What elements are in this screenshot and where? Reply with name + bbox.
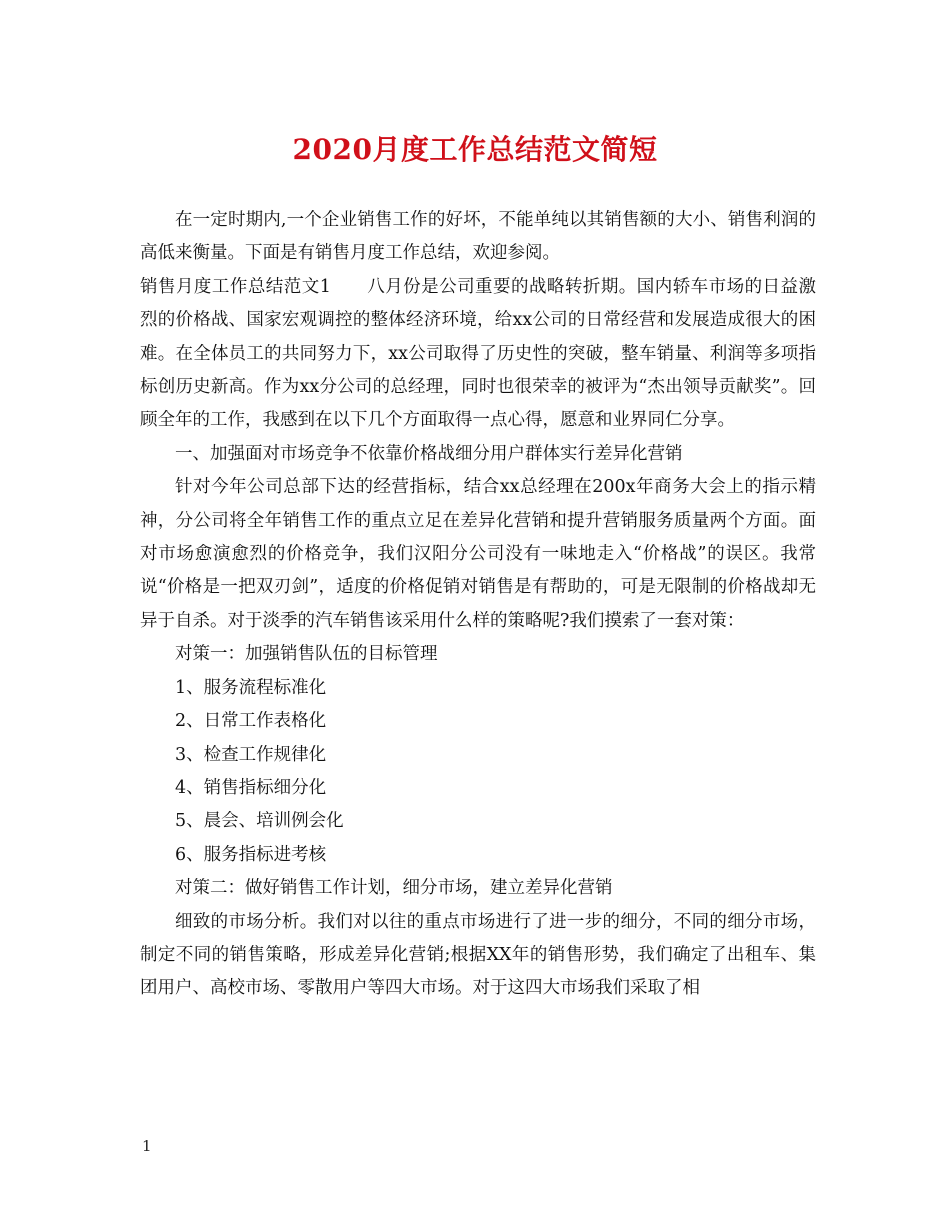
strategy-heading-1: 对策一：加强销售队伍的目标管理 bbox=[175, 644, 438, 665]
list-item: 5、晨会、培训例会化 bbox=[175, 811, 344, 832]
section-heading-1: 一、加强面对市场竞争不依靠价格战细分用户群体实行差异化营销 bbox=[175, 443, 683, 464]
section-intro-paragraph: 销售月度工作总结范文1 八月份是公司重要的战略转折期。国内轿车市场的日益激烈的价格战、国家宏观调控的整体经济环境，给xx公司的日常经营和发展造成很大的困难。在全体员工的共同努力下，xx公司取得了历史性的突破，整车销量、利润等多项指标创历史新高。作为xx分公司的总经理，同时也很荣幸的被评为“杰出领导贡献奖”。回顾全年的工作，我感到在以下几个方面取得一点心得，愿意和业界同仁分享。 bbox=[140, 276, 816, 431]
list-item: 4、销售指标细分化 bbox=[175, 777, 327, 798]
document-body bbox=[140, 204, 816, 1006]
list-item: 3、检查工作规律化 bbox=[175, 744, 327, 765]
body-paragraph: 针对今年公司总部下达的经营指标，结合xx总经理在200x年商务大会上的指示精神，分公司将全年销售工作的重点立足在差异化营销和提升营销服务质量两个方面。面对市场愈演愈烈的价格竞争，我们汉阳分公司没有一味地走入“价格战”的误区。我常说“价格是一把双刃剑”，适度的价格促销对销售是有帮助的，可是无限制的价格战却无异于自杀。对于淡季的汽车销售该采用什么样的策略呢?我们摸索了一套对策： bbox=[140, 477, 816, 631]
document-title: 2020月度工作总结范文简短 bbox=[292, 133, 658, 166]
list-item: 1、服务流程标准化 bbox=[175, 677, 327, 698]
body-paragraph: 细致的市场分析。我们对以往的重点市场进行了进一步的细分，不同的细分市场，制定不同的销售策略，形成差异化营销;根据XX年的销售形势，我们确定了出租车、集团用户、高校市场、零散用户等四大市场。对于这四大市场我们采取了相 bbox=[140, 911, 816, 999]
intro-paragraph: 在一定时期内,一个企业销售工作的好坏，不能单纯以其销售额的大小、销售利润的高低来衡量。下面是有销售月度工作总结，欢迎参阅。 bbox=[140, 210, 816, 264]
list-item: 6、服务指标进考核 bbox=[175, 844, 327, 865]
page-number: 1 bbox=[142, 1137, 152, 1155]
strategy-heading-2: 对策二：做好销售工作计划，细分市场，建立差异化营销 bbox=[175, 878, 613, 899]
list-item: 2、日常工作表格化 bbox=[175, 711, 327, 732]
